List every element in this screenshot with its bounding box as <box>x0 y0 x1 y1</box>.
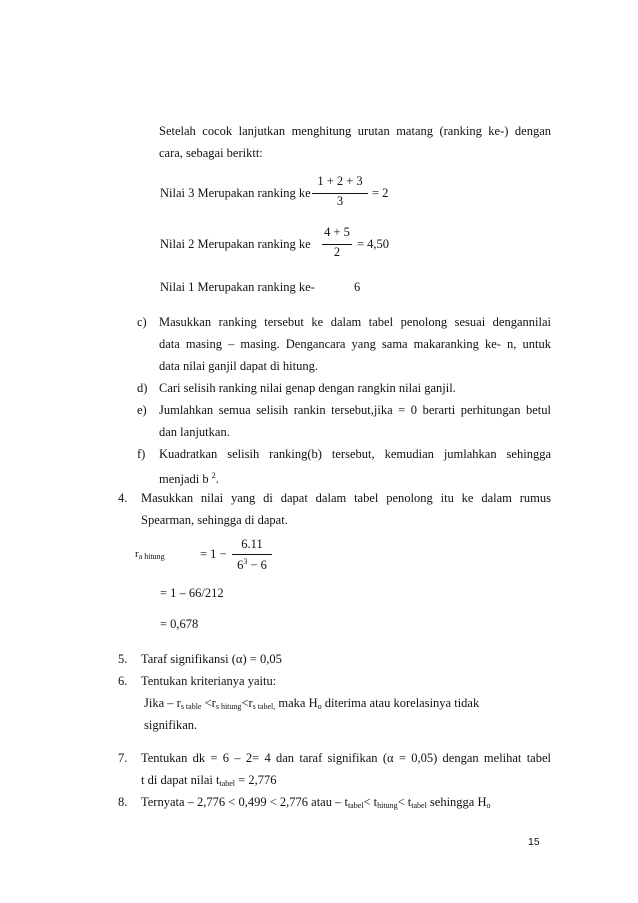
concl-sub-2: hitung <box>377 801 398 810</box>
concl-b: < t <box>363 795 378 809</box>
step-f-superscript: 2 <box>211 471 216 480</box>
crit-c: <r <box>241 696 253 710</box>
crit-b: <r <box>201 696 216 710</box>
item-5-marker: 5. <box>118 652 128 666</box>
den-exponent: 3 <box>243 557 248 566</box>
spearman-eq-2: = 1 – 66/212 <box>160 586 224 600</box>
r-hitung-label <box>135 546 165 565</box>
item-8-marker: 8. <box>118 795 128 809</box>
page-number: 15 <box>528 836 540 848</box>
concl-sub-3: tabel <box>411 801 427 810</box>
crit-sub-1: s table <box>180 702 202 711</box>
item-8-line-1 <box>141 794 491 814</box>
spearman-fraction-bar <box>232 554 272 555</box>
item-7-line-2 <box>141 772 276 792</box>
step-f-line-2 <box>159 468 219 487</box>
step-f-text: menjadi b <box>159 472 209 486</box>
item-7-line-1: Tentukan dk = 6 – 2= 4 dan taraf signifikan (α = 0,05) dengan melihat tabel <box>141 751 551 765</box>
item-7-marker: 7. <box>118 751 128 765</box>
r-subscript: a hitung <box>138 552 165 561</box>
concl-d: sehingga H <box>426 795 487 809</box>
rank2-numerator: 4 + 5 <box>324 225 350 239</box>
r-symbol: r <box>135 548 139 560</box>
rank3-numerator: 1 + 2 + 3 <box>317 174 363 188</box>
spearman-numerator: 6.11 <box>241 537 263 551</box>
ttabel-sub: tabel <box>219 779 236 788</box>
step-d-line-1: Cari selisih ranking nilai genap dengan rangkin nilai ganjil. <box>159 381 456 395</box>
rank3-result: = 2 <box>372 186 389 200</box>
item-6-marker: 6. <box>118 674 128 688</box>
step-c-line-3: data nilai ganjil dapat di hitung. <box>159 359 318 373</box>
item-5-text: Taraf signifikansi (α) = 0,05 <box>141 652 282 666</box>
rank2-denominator: 2 <box>333 245 341 259</box>
concl-sub-4: o <box>486 801 491 810</box>
rank1-label: Nilai 1 Merupakan ranking ke- <box>160 280 315 294</box>
rank2-result: = 4,50 <box>357 237 390 251</box>
step-f-marker: f) <box>137 447 146 461</box>
rank2-label: Nilai 2 Merupakan ranking ke <box>160 237 311 251</box>
ttabel-a: t di dapat nilai t <box>141 773 220 787</box>
step-c-line-1: Masukkan ranking tersebut ke dalam tabel penolong sesuai dengannilai <box>159 315 551 329</box>
spearman-eq-prefix: = 1 − <box>200 547 227 561</box>
crit-sub-4: o <box>317 702 322 711</box>
concl-sub-1: tabel <box>347 801 364 810</box>
den-rest: − 6 <box>247 558 267 572</box>
spearman-eq-3: = 0,678 <box>160 617 199 631</box>
step-f-line-1: Kuadratkan selisih ranking(b) tersebut, kemudian jumlahkan sehingga <box>159 447 551 461</box>
item-6-line-2 <box>144 695 479 715</box>
step-e-line-2: dan lanjutkan. <box>159 425 230 439</box>
ttabel-b: = 2,776 <box>235 773 277 787</box>
crit-a: Jika – r <box>144 696 181 710</box>
rank3-denominator: 3 <box>336 194 344 208</box>
rank3-label: Nilai 3 Merupakan ranking ke <box>160 186 311 200</box>
rank3-fraction <box>312 174 368 208</box>
crit-sub-3: s tabel, <box>252 702 276 711</box>
intro-line-1: Setelah cocok lanjutkan menghitung urutan matang (ranking ke-) dengan <box>159 124 551 138</box>
den-base: 6 <box>237 558 244 572</box>
rank1-result: 6 <box>354 280 361 294</box>
crit-e: diterima atau korelasinya tidak <box>321 696 480 710</box>
step-d-marker: d) <box>137 381 148 395</box>
step-f-period: . <box>215 472 219 486</box>
item-4-marker: 4. <box>118 491 128 505</box>
crit-d: maka H <box>275 696 318 710</box>
intro-line-2: cara, sebagai beriktt: <box>159 146 263 160</box>
item-4-line-1: Masukkan nilai yang di dapat dalam tabel penolong itu ke dalam rumus <box>141 491 551 505</box>
rank2-fraction <box>322 225 352 259</box>
step-e-line-1: Jumlahkan semua selisih rankin tersebut,jika = 0 berarti perhitungan betul <box>159 403 551 417</box>
item-6-line-3: signifikan. <box>144 718 198 732</box>
rank2-fraction-bar <box>322 244 352 245</box>
step-e-marker: e) <box>137 403 147 417</box>
concl-c: < t <box>397 795 412 809</box>
step-c-marker: c) <box>137 315 147 329</box>
concl-a: Ternyata – 2,776 < 0,499 < 2,776 atau – t <box>141 795 348 809</box>
rank3-fraction-bar <box>312 193 368 194</box>
spearman-denominator <box>232 555 272 572</box>
step-c-line-2: data masing – masing. Dengancara yang sama makaranking ke- n, untuk <box>159 337 551 351</box>
item-4-line-2: Spearman, sehingga di dapat. <box>141 513 288 527</box>
crit-sub-2: s hitung <box>215 702 242 711</box>
item-6-line-1: Tentukan kriterianya yaitu: <box>141 674 277 688</box>
